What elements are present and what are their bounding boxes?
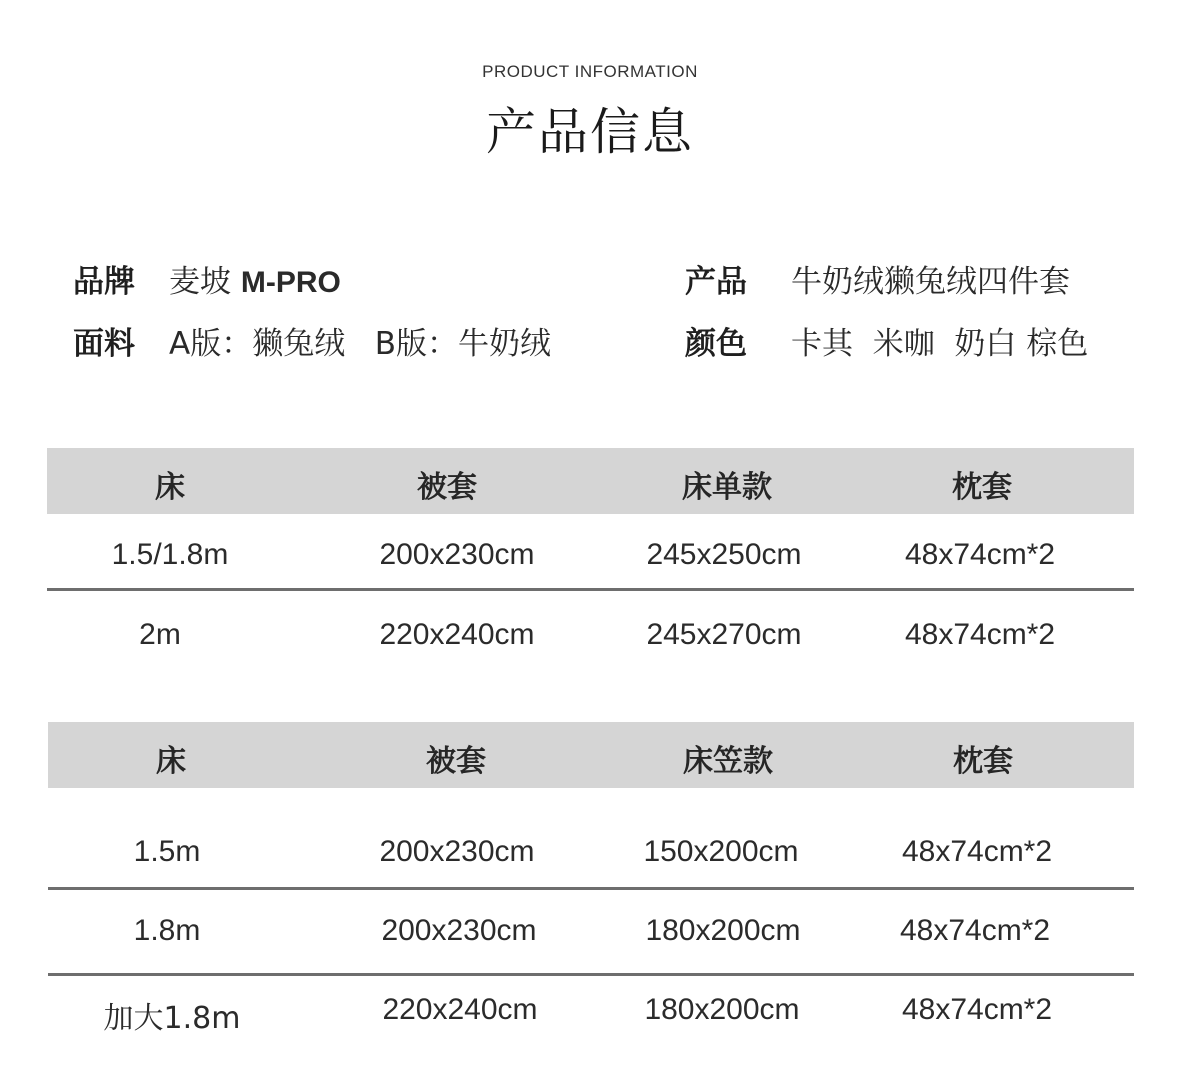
cell-duvet: 220x240cm xyxy=(379,618,535,651)
section-subtitle: PRODUCT INFORMATION xyxy=(482,62,698,81)
cell-pillowcase: 48x74cm*2 xyxy=(899,914,1051,947)
header-duvet: 被套 xyxy=(426,744,486,779)
cell-duvet: 200x230cm xyxy=(379,835,535,868)
cell-pillowcase: 48x74cm*2 xyxy=(904,538,1056,571)
page-title: 产品信息 xyxy=(486,103,694,161)
header-bed: 床 xyxy=(155,470,185,505)
row-divider xyxy=(47,588,1134,591)
header-fitted: 床笠款 xyxy=(683,744,773,779)
table-row xyxy=(47,618,1134,658)
header-sheet: 床单款 xyxy=(682,470,772,505)
row-divider xyxy=(48,973,1134,976)
cell-bed: 1.8m xyxy=(133,914,201,947)
fabric-label: 面料 xyxy=(73,325,135,362)
table-row xyxy=(47,835,1134,875)
cell-duvet: 220x240cm xyxy=(382,993,538,1026)
product-value: 牛奶绒獭兔绒四件套 xyxy=(791,263,1070,300)
cell-pillowcase: 48x74cm*2 xyxy=(904,618,1056,651)
fabric-value: A版：獭兔绒 B版：牛奶绒 xyxy=(169,325,552,362)
cell-sheet: 245x250cm xyxy=(646,538,802,571)
cell-bed: 2m xyxy=(139,618,181,651)
header-pillowcase: 枕套 xyxy=(953,744,1013,779)
cell-sheet: 245x270cm xyxy=(646,618,802,651)
header-duvet: 被套 xyxy=(417,470,477,505)
cell-bed: 加大1.8m xyxy=(103,1001,241,1036)
table-row xyxy=(47,993,1134,1036)
product-row xyxy=(685,256,1070,300)
cell-pillowcase: 48x74cm*2 xyxy=(901,835,1053,868)
color-label: 颜色 xyxy=(685,325,747,362)
row-divider xyxy=(48,887,1134,890)
table-row xyxy=(47,538,1134,578)
cell-bed: 1.5m xyxy=(133,835,201,868)
color-row xyxy=(685,318,1088,362)
size-table-fitted xyxy=(47,722,1134,1042)
product-label: 产品 xyxy=(685,263,747,300)
cell-bed: 1.5/1.8m xyxy=(111,538,229,571)
cell-fitted: 150x200cm xyxy=(643,835,799,868)
cell-pillowcase: 48x74cm*2 xyxy=(901,993,1053,1026)
brand-value xyxy=(169,256,341,301)
brand-value-cn: 麦坡 xyxy=(169,263,231,300)
cell-fitted: 180x200cm xyxy=(644,993,800,1026)
color-value: 卡其 米咖 奶白 棕色 xyxy=(791,325,1089,362)
fabric-row xyxy=(73,318,551,362)
header-pillowcase: 枕套 xyxy=(952,470,1012,505)
header-bed: 床 xyxy=(156,744,186,779)
size-table-sheet xyxy=(47,448,1134,668)
cell-fitted: 180x200cm xyxy=(645,914,801,947)
brand-row xyxy=(73,256,341,300)
cell-duvet: 200x230cm xyxy=(381,914,537,947)
table-row xyxy=(47,914,1134,954)
brand-value-en: M-PRO xyxy=(240,265,341,299)
brand-label: 品牌 xyxy=(73,263,135,300)
table-header xyxy=(47,448,1134,514)
cell-duvet: 200x230cm xyxy=(379,538,535,571)
table-header xyxy=(48,722,1134,788)
